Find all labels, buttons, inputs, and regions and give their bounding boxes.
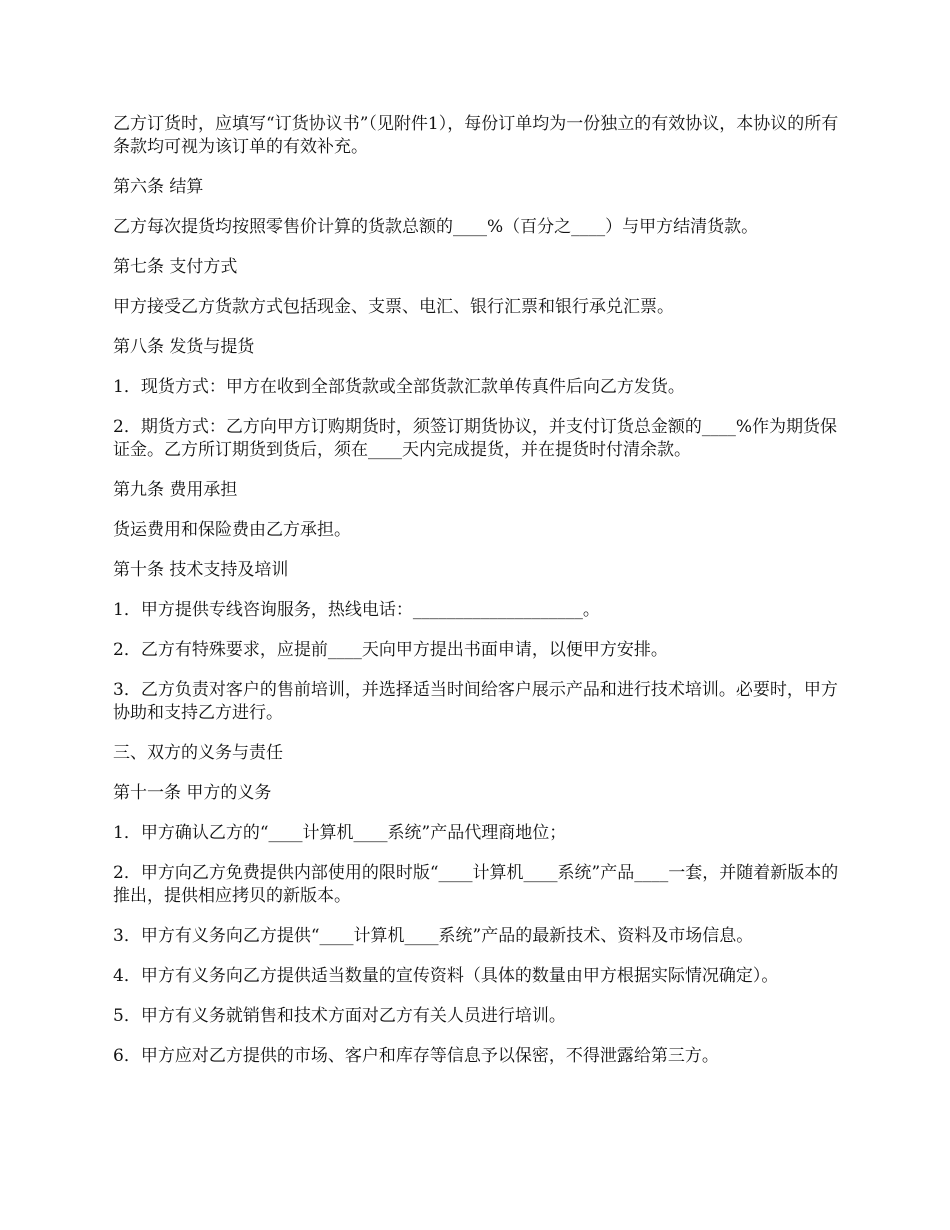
paragraph-futures-delivery: 2．期货方式：乙方向甲方订购期货时，须签订期货协议，并支付订货总金额的____%作为期货保证金。乙方所订期货到货后，须在____天内完成提货，并在提货时付清余款。 [113,417,837,460]
heading-article-6: 第六条 结算 [113,177,204,197]
paragraph-hotline: 1．甲方提供专线咨询服务，热线电话：____________________。 [113,600,600,620]
paragraph-presales-training: 3．乙方负责对客户的售前培训，并选择适当时间给客户展示产品和进行技术培训。必要时，甲方协助和支持乙方进行。 [113,680,838,723]
heading-article-9: 第九条 费用承担 [113,480,238,500]
paragraph-payment-methods: 甲方接受乙方货款方式包括现金、支票、电汇、银行汇票和银行承兑汇票。 [113,297,674,317]
paragraph-order-agreement: 乙方订货时，应填写“订货协议书”（见附件1），每份订单均为一份独立的有效协议，本协议的所有条款均可视为该订单的有效补充。 [113,114,839,157]
heading-article-10: 第十条 技术支持及培训 [113,560,289,580]
heading-section-3: 三、双方的义务与责任 [113,743,283,763]
paragraph-obligation-2: 2．甲方向乙方免费提供内部使用的限时版“____计算机____系统”产品____一套，并随着新版本的推出，提供相应拷贝的新版本。 [113,863,839,906]
paragraph-spot-delivery: 1．现货方式：甲方在收到全部货款或全部货款汇款单传真件后向乙方发货。 [113,377,685,397]
paragraph-settlement: 乙方每次提货均按照零售价计算的货款总额的____%（百分之____）与甲方结清货款。 [113,217,759,237]
paragraph-obligation-4: 4．甲方有义务向乙方提供适当数量的宣传资料（具体的数量由甲方根据实际情况确定）。 [113,966,779,986]
document-page [113,113,843,1085]
paragraph-obligation-1: 1．甲方确认乙方的“____计算机____系统”产品代理商地位； [113,823,567,843]
heading-article-8: 第八条 发货与提货 [113,337,255,357]
paragraph-obligation-5: 5．甲方有义务就销售和技术方面对乙方有关人员进行培训。 [113,1006,566,1026]
heading-article-7: 第七条 支付方式 [113,257,238,277]
paragraph-obligation-3: 3．甲方有义务向乙方提供“____计算机____系统”产品的最新技术、资料及市场信息。 [113,926,754,946]
paragraph-obligation-6: 6．甲方应对乙方提供的市场、客户和库存等信息予以保密，不得泄露给第三方。 [113,1046,719,1066]
heading-article-11: 第十一条 甲方的义务 [113,783,272,803]
paragraph-special-request: 2．乙方有特殊要求，应提前____天向甲方提出书面申请，以便甲方安排。 [113,640,668,660]
paragraph-cost-bearing: 货运费用和保险费由乙方承担。 [113,520,351,540]
